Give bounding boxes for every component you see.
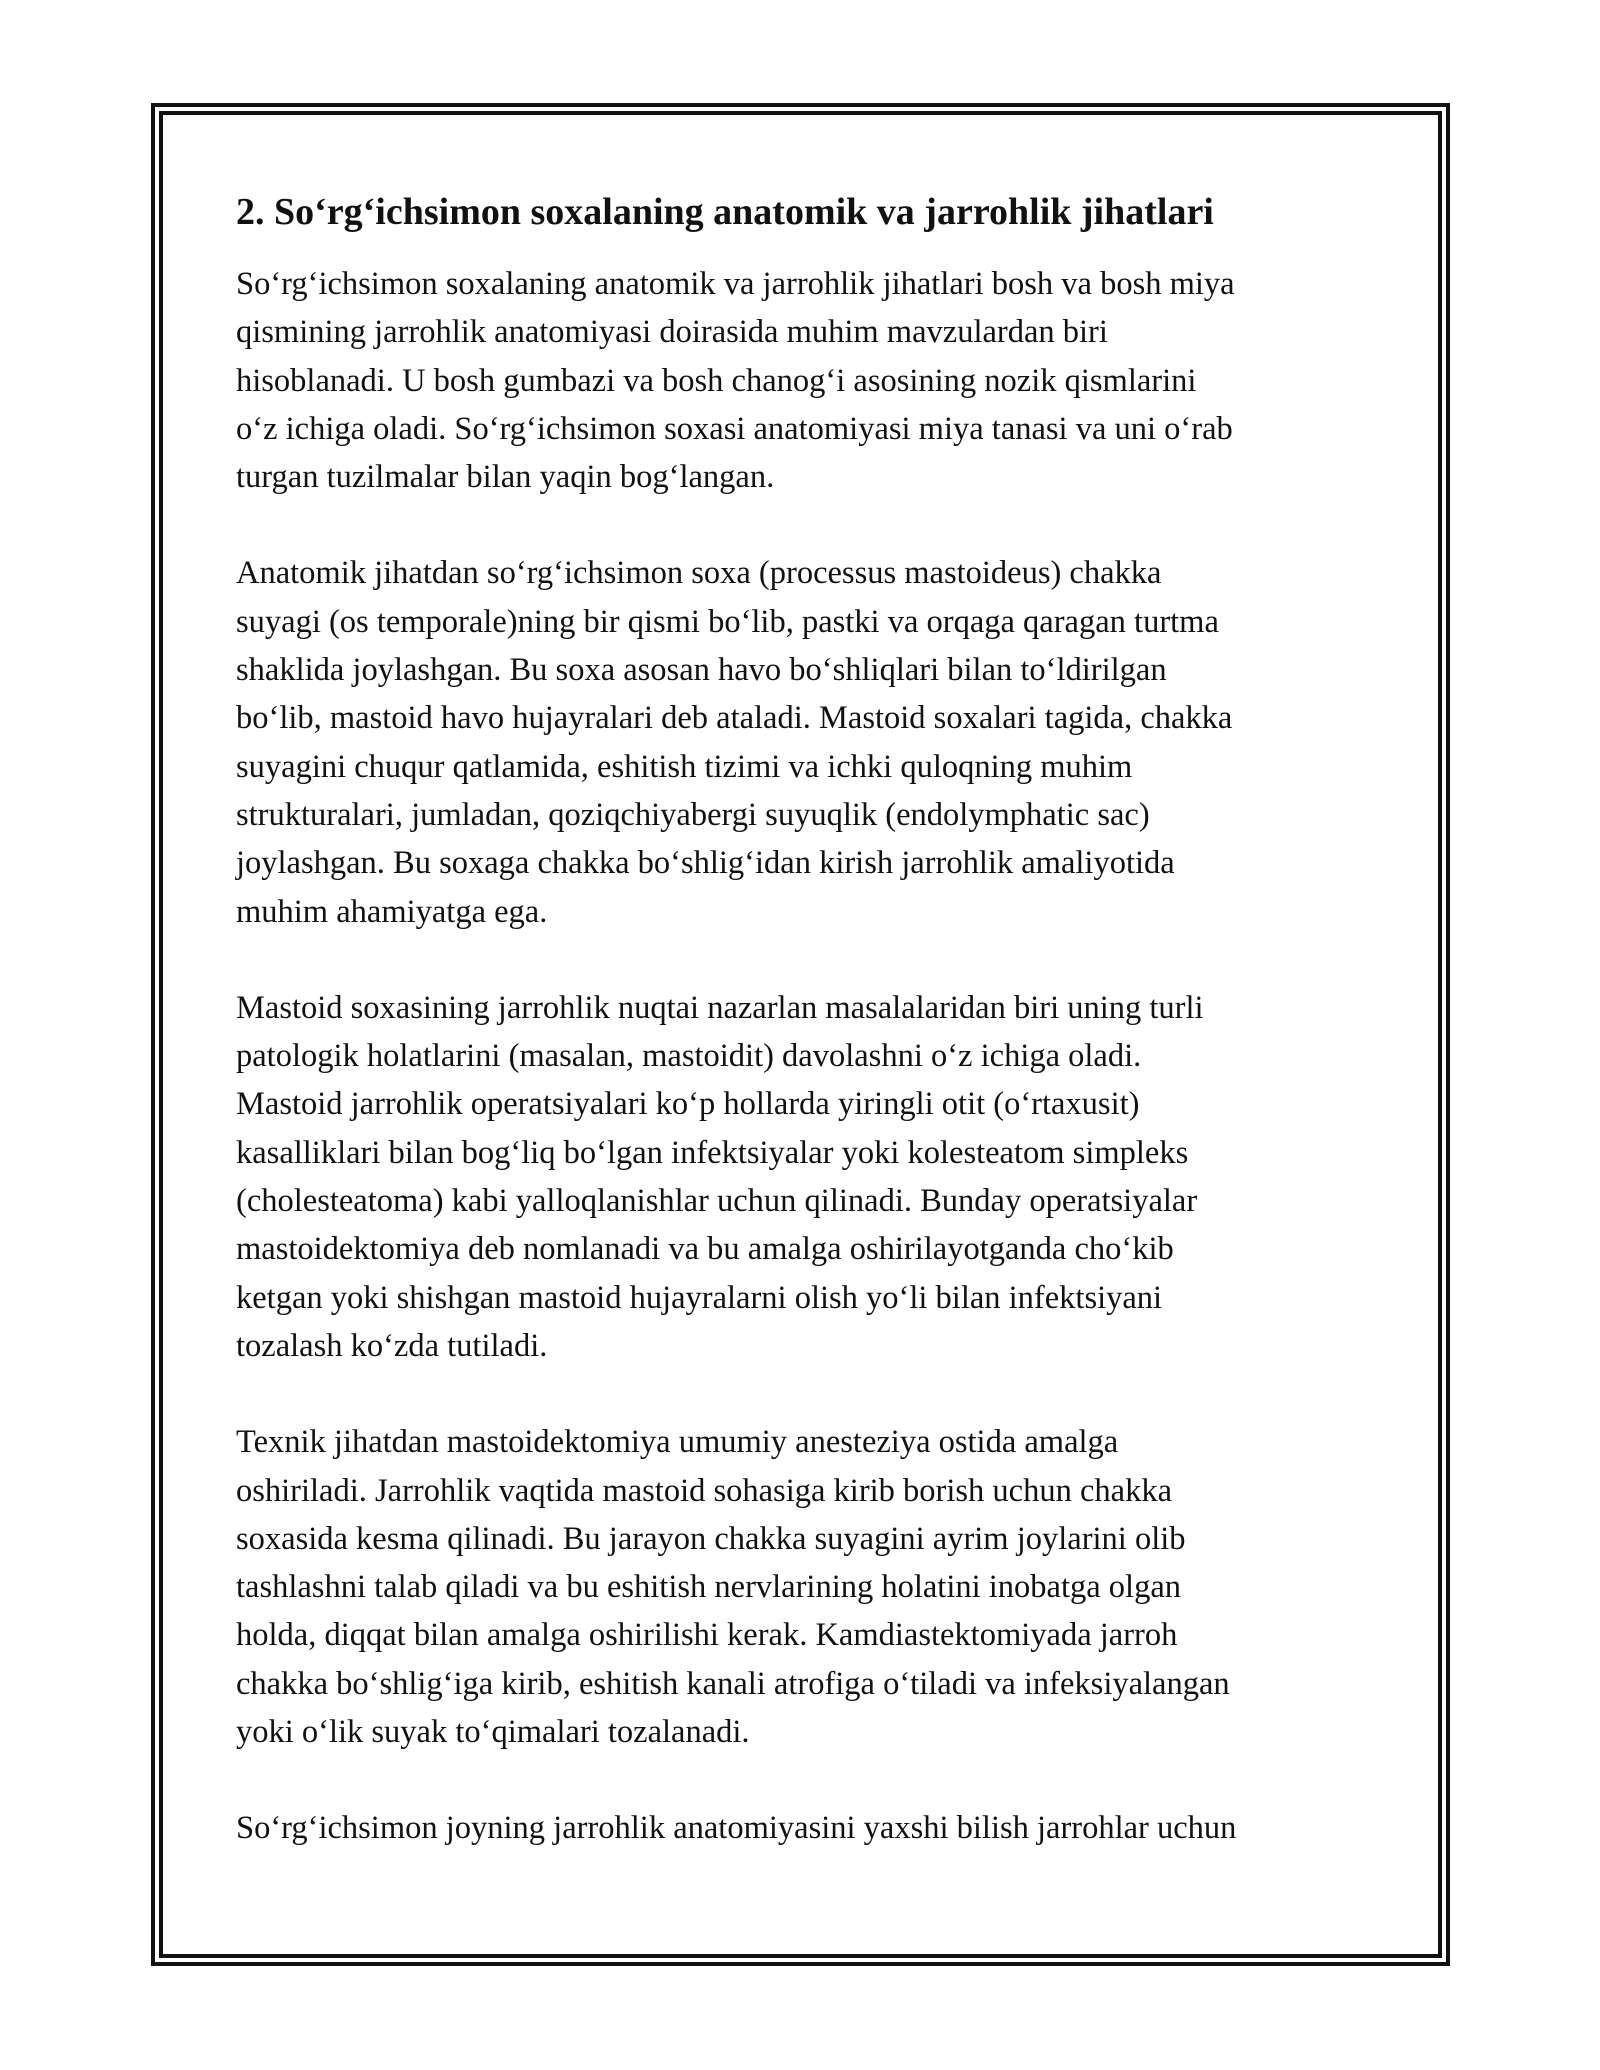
text-line: shaklida joylashgan. Bu soxa asosan havo bo‘shliqlari bilan to‘ldirilgan [236, 652, 1167, 689]
text-line: mastoidektomiya deb nomlanadi va bu amalga oshirilayotganda cho‘kib [236, 1231, 1174, 1268]
text-line: Mastoid jarrohlik operatsiyalari ko‘p hollarda yiringli otit (o‘rtaxusit) [236, 1086, 1140, 1123]
text-line: bo‘lib, mastoid havo hujayralari deb ataladi. Mastoid soxalari tagida, chakka [236, 700, 1233, 737]
text-line: turgan tuzilmalar bilan yaqin bog‘langan. [236, 459, 775, 496]
text-line: Texnik jihatdan mastoidektomiya umumiy anesteziya ostida amalga [236, 1424, 1119, 1461]
text-line: chakka bo‘shlig‘iga kirib, eshitish kanali atrofiga o‘tiladi va infeksiyalangan [236, 1665, 1230, 1702]
paragraph-4 [236, 1418, 1376, 1756]
text-line: joylashgan. Bu soxaga chakka bo‘shlig‘idan kirish jarrohlik amaliyotida [236, 845, 1175, 882]
text-line: (cholesteatoma) kabi yalloqlanishlar uchun qilinadi. Bunday operatsiyalar [236, 1183, 1198, 1220]
text-line: suyagi (os temporale)ning bir qismi bo‘lib, pastki va orqaga qaragan turtma [236, 603, 1219, 640]
paragraph-1 [236, 260, 1376, 501]
text-line: Anatomik jihatdan so‘rg‘ichsimon soxa (processus mastoideus) chakka [236, 555, 1162, 592]
section-heading: 2. So‘rg‘ichsimon soxalaning anatomik va jarrohlik jihatlari [236, 191, 1214, 233]
text-line: oshiriladi. Jarrohlik vaqtida mastoid sohasiga kirib borish uchun chakka [236, 1472, 1172, 1509]
text-line: qismining jarrohlik anatomiyasi doirasida muhim mavzulardan biri [236, 314, 1108, 351]
text-line: So‘rg‘ichsimon joyning jarrohlik anatomiyasini yaxshi bilish jarrohlar uchun [236, 1810, 1237, 1847]
text-line: So‘rg‘ichsimon soxalaning anatomik va jarrohlik jihatlari bosh va bosh miya [236, 266, 1235, 302]
paragraph-2 [236, 549, 1376, 935]
text-line: hisoblanadi. U bosh gumbazi va bosh chanog‘i asosining nozik qismlarini [236, 362, 1197, 399]
text-line: kasalliklari bilan bog‘liq bo‘lgan infektsiyalar yoki kolesteatom simpleks [236, 1134, 1189, 1171]
paragraph-3 [236, 984, 1376, 1370]
text-line: tashlashni talab qiladi va bu eshitish nervlarining holatini inobatga olgan [236, 1569, 1182, 1606]
paragraph-5 [236, 1804, 1376, 1852]
text-line: holda, diqqat bilan amalga oshirilishi kerak. Kamdiastektomiyada jarroh [236, 1617, 1178, 1654]
document-body [236, 186, 1376, 1901]
text-line: ketgan yoki shishgan mastoid hujayralarni olish yo‘li bilan infektsiyani [236, 1279, 1163, 1316]
text-line: patologik holatlarini (masalan, mastoidit) davolashni o‘z ichiga oladi. [236, 1038, 1142, 1075]
text-line: o‘z ichiga oladi. So‘rg‘ichsimon soxasi anatomiyasi miya tanasi va uni o‘rab [236, 410, 1233, 447]
text-line: tozalash ko‘zda tutiladi. [236, 1327, 548, 1364]
text-line: soxasida kesma qilinadi. Bu jarayon chakka suyagini ayrim joylarini olib [236, 1520, 1186, 1557]
text-line: Mastoid soxasining jarrohlik nuqtai nazarlan masalalaridan biri uning turli [236, 989, 1204, 1026]
text-line: yoki o‘lik suyak to‘qimalari tozalanadi. [236, 1714, 750, 1751]
text-line: suyagini chuqur qatlamida, eshitish tizimi va ichki quloqning muhim [236, 748, 1133, 785]
text-line: muhim ahamiyatga ega. [236, 893, 548, 930]
text-line: strukturalari, jumladan, qoziqchiyabergi suyuqlik (endolymphatic sac) [236, 796, 1150, 833]
